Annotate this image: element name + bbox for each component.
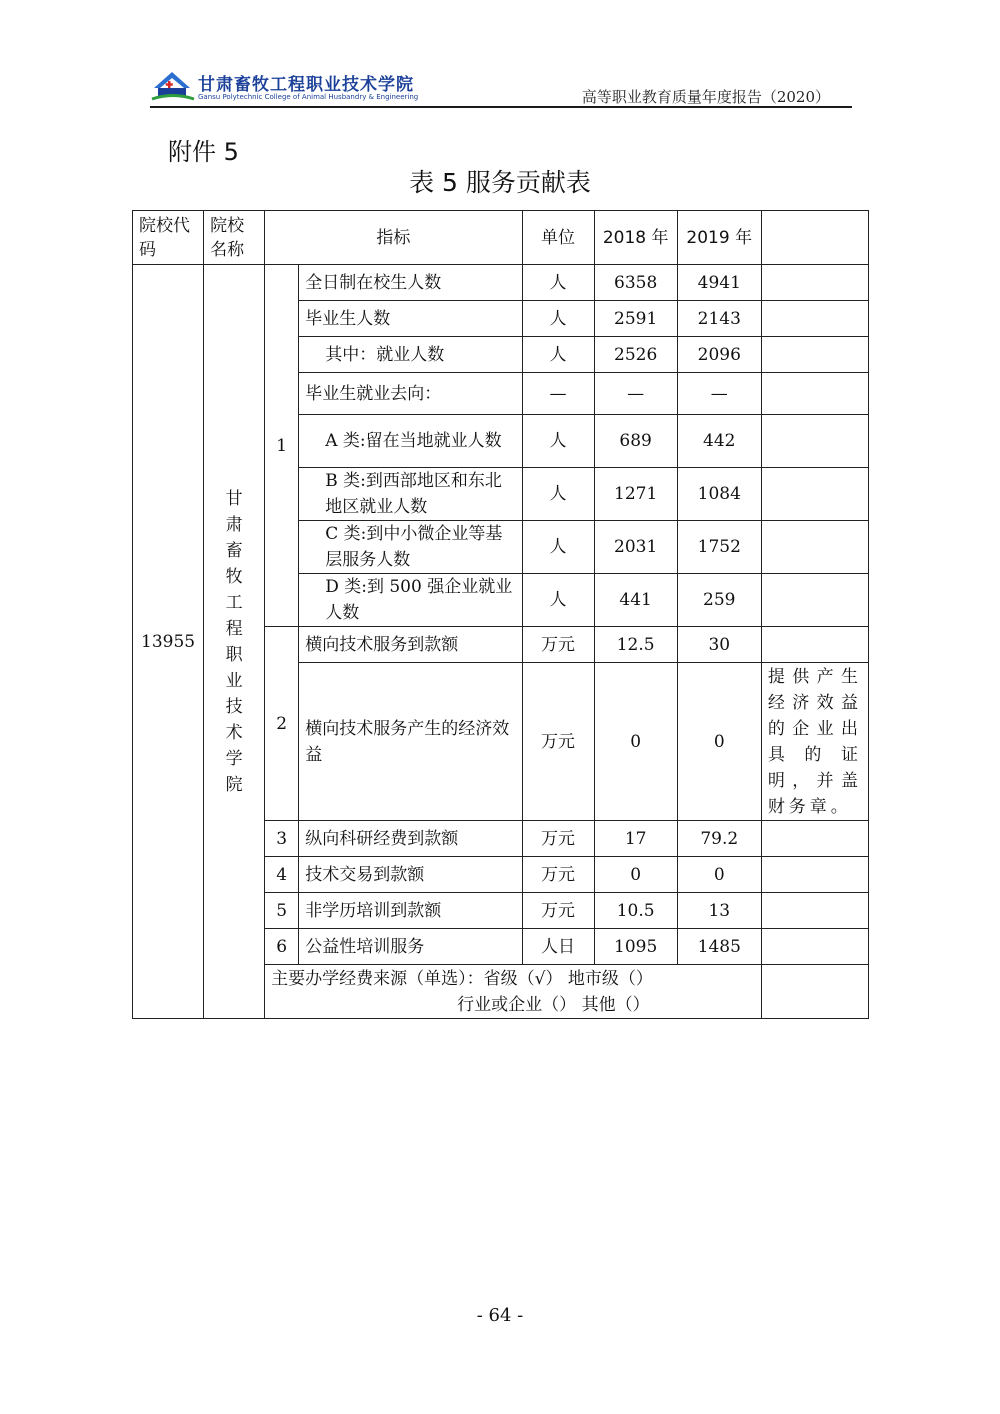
school-code-cell: 13955 <box>133 265 204 1019</box>
row-number: 1 <box>265 265 299 627</box>
value-2018: 0 <box>594 663 677 821</box>
unit-value: 万元 <box>522 893 594 929</box>
unit-value: 人日 <box>522 929 594 965</box>
note-cell <box>761 574 868 627</box>
unit-value: 人 <box>522 574 594 627</box>
school-name-part: 学院 <box>225 748 257 795</box>
note-cell <box>761 627 868 663</box>
note-cell <box>761 468 868 521</box>
header-note <box>761 211 868 265</box>
indicator-label: 全日制在校生人数 <box>299 265 522 301</box>
note-cell <box>761 337 868 373</box>
college-logo-icon <box>150 68 196 102</box>
note-cell <box>761 521 868 574</box>
funding-source-line-1: 主要办学经费来源（单选）：省级（√） 地市级（） <box>271 968 653 989</box>
unit-value: 万元 <box>522 857 594 893</box>
value-2018: 0 <box>594 857 677 893</box>
note-cell <box>761 265 868 301</box>
page-number: - 64 - <box>476 1305 524 1326</box>
note-cell <box>761 373 868 415</box>
header-unit: 单位 <box>522 211 594 265</box>
indicator-label: D 类:到 500 强企业就业人数 <box>299 574 522 627</box>
unit-value: 人 <box>522 521 594 574</box>
note-cell <box>761 301 868 337</box>
unit-value: 万元 <box>522 627 594 663</box>
value-2019: 30 <box>677 627 761 663</box>
header-school-name: 院校名称 <box>204 211 265 265</box>
value-2019: 442 <box>677 415 761 468</box>
school-name-part: 畜牧 <box>225 540 257 587</box>
value-2019: 1752 <box>677 521 761 574</box>
value-2019: 1485 <box>677 929 761 965</box>
value-2019: 13 <box>677 893 761 929</box>
school-name-part: 甘肃 <box>225 488 257 535</box>
value-2018: 2031 <box>594 521 677 574</box>
value-2018: 2526 <box>594 337 677 373</box>
value-2019: 1084 <box>677 468 761 521</box>
funding-source-cell <box>265 965 762 1019</box>
value-2019: 259 <box>677 574 761 627</box>
school-name-part: 职业 <box>225 644 257 691</box>
table-header-row <box>133 211 869 265</box>
row-number: 2 <box>265 627 299 821</box>
value-2019: 0 <box>677 857 761 893</box>
value-2018: 6358 <box>594 265 677 301</box>
service-contribution-table <box>132 210 869 1019</box>
school-name-en: Gansu Polytechnic College of Animal Husbandry & Engineering <box>198 93 419 101</box>
note-cell <box>761 415 868 468</box>
indicator-label: 毕业生人数 <box>299 301 522 337</box>
note-cell <box>761 965 868 1019</box>
value-2018: 689 <box>594 415 677 468</box>
indicator-label: A 类:留在当地就业人数 <box>299 415 522 468</box>
note-cell <box>761 821 868 857</box>
unit-value: 人 <box>522 265 594 301</box>
table-row <box>133 265 869 301</box>
value-2019: 79.2 <box>677 821 761 857</box>
header-school-code: 院校代码 <box>133 211 204 265</box>
row-number: 4 <box>265 857 299 893</box>
indicator-label: 公益性培训服务 <box>299 929 522 965</box>
value-2018: 441 <box>594 574 677 627</box>
header-2018: 2018 年 <box>594 211 677 265</box>
unit-value: 人 <box>522 468 594 521</box>
school-name-cn: 甘肃畜牧工程职业技术学院 <box>198 75 414 95</box>
value-2019: 2143 <box>677 301 761 337</box>
header-divider <box>150 106 852 108</box>
indicator-label: C 类:到中小微企业等基层服务人数 <box>299 521 522 574</box>
school-name-part: 技术 <box>225 696 257 743</box>
school-name-cell <box>204 265 265 1019</box>
funding-source-line-2: 行业或企业（） 其他（） <box>457 994 650 1015</box>
value-2019: 2096 <box>677 337 761 373</box>
value-2019: — <box>677 373 761 415</box>
note-cell <box>761 929 868 965</box>
report-title: 高等职业教育质量年度报告（2020） <box>581 88 830 106</box>
value-2019: 0 <box>677 663 761 821</box>
value-2018: 1095 <box>594 929 677 965</box>
unit-value: 人 <box>522 337 594 373</box>
note-cell: 提供产生经济效益的企业出具的证明，并盖财务章。 <box>761 663 868 821</box>
table-title: 表 5 服务贡献表 <box>409 168 591 197</box>
value-2018: 1271 <box>594 468 677 521</box>
page-header <box>150 66 852 106</box>
unit-value: 万元 <box>522 821 594 857</box>
row-number: 3 <box>265 821 299 857</box>
indicator-label: 横向技术服务产生的经济效益 <box>299 663 522 821</box>
unit-value: 人 <box>522 415 594 468</box>
indicator-label: 非学历培训到款额 <box>299 893 522 929</box>
note-cell <box>761 893 868 929</box>
header-indicator: 指标 <box>265 211 522 265</box>
school-name-part: 工程 <box>225 592 257 639</box>
indicator-label: 毕业生就业去向： <box>299 373 522 415</box>
value-2018: 17 <box>594 821 677 857</box>
unit-value: — <box>522 373 594 415</box>
note-cell <box>761 857 868 893</box>
unit-value: 人 <box>522 301 594 337</box>
value-2018: 2591 <box>594 301 677 337</box>
value-2018: — <box>594 373 677 415</box>
indicator-label: 其中：就业人数 <box>299 337 522 373</box>
row-number: 5 <box>265 893 299 929</box>
indicator-label: 横向技术服务到款额 <box>299 627 522 663</box>
indicator-label: 技术交易到款额 <box>299 857 522 893</box>
indicator-label: B 类:到西部地区和东北地区就业人数 <box>299 468 522 521</box>
row-number: 6 <box>265 929 299 965</box>
header-2019: 2019 年 <box>677 211 761 265</box>
attachment-label: 附件 5 <box>168 138 239 166</box>
unit-value: 万元 <box>522 663 594 821</box>
value-2019: 4941 <box>677 265 761 301</box>
value-2018: 12.5 <box>594 627 677 663</box>
value-2018: 10.5 <box>594 893 677 929</box>
indicator-label: 纵向科研经费到款额 <box>299 821 522 857</box>
